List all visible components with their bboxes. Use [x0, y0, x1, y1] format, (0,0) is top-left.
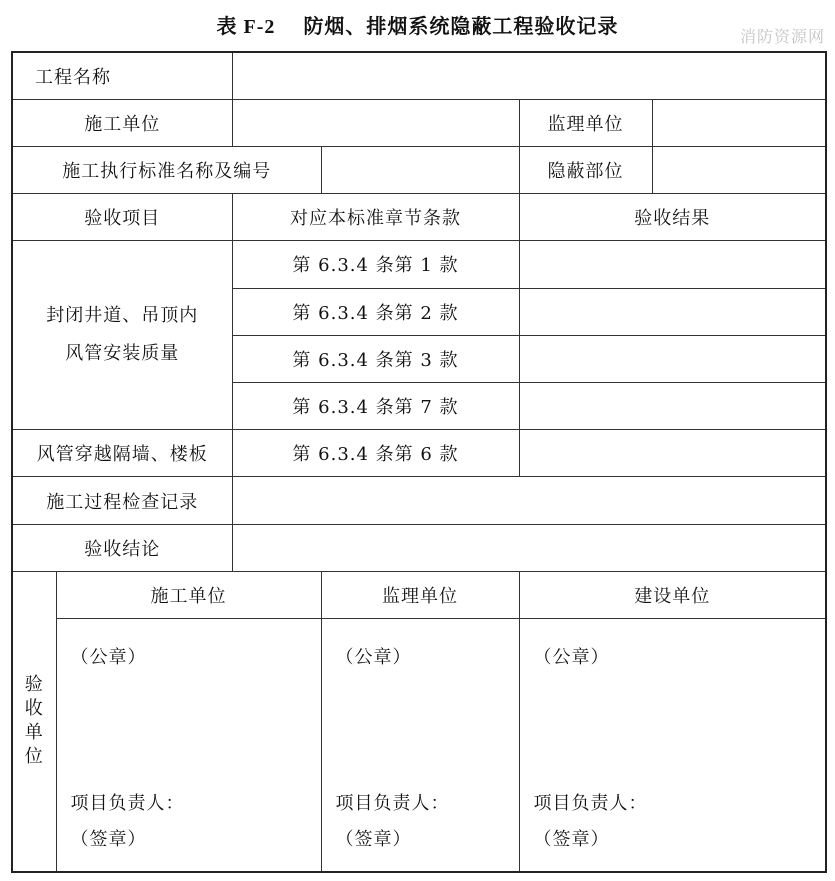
person-in-charge-label: 项目负责人： [70, 793, 185, 815]
table-row [12, 241, 826, 288]
acceptance-units-vertical-label [12, 571, 56, 872]
row-standard [12, 146, 826, 193]
signature-label: （签章） [533, 829, 610, 851]
signature-block-supervision[interactable] [321, 619, 519, 872]
unit-header-supervision: 监理单位 [321, 571, 519, 618]
row-construction-unit [12, 99, 826, 146]
clause-cell: 第 6.3.4 条第 6 款 [232, 430, 519, 477]
col-header-item: 验收项目 [12, 194, 232, 241]
conclusion-label: 验收结论 [12, 524, 232, 571]
result-field[interactable] [519, 430, 826, 477]
seal-label: （公章） [533, 647, 610, 669]
project-name-label [12, 52, 232, 99]
clause-cell: 第 6.3.4 条第 1 款 [232, 241, 519, 288]
result-field[interactable] [519, 383, 826, 430]
construction-unit-label-text: 施工单位 [84, 113, 161, 135]
signature-label: （签章） [335, 829, 412, 851]
supervision-unit-label [519, 99, 652, 146]
row-project-name [12, 52, 826, 99]
construction-unit-label [12, 99, 232, 146]
project-name-field[interactable] [232, 52, 826, 99]
seal-label: （公章） [335, 647, 412, 669]
standard-field[interactable] [321, 146, 519, 193]
row-column-headers [12, 194, 826, 241]
standard-label-text: 施工执行标准名称及编号 [62, 161, 272, 183]
unit-header-construction: 施工单位 [56, 571, 321, 618]
inspection-record-field[interactable] [232, 477, 826, 524]
acceptance-record-table [11, 51, 827, 873]
signature-block-owner[interactable] [519, 619, 826, 872]
seal-label: （公章） [70, 647, 147, 669]
clause-cell: 第 6.3.4 条第 2 款 [232, 288, 519, 335]
document-title [0, 10, 835, 39]
unit-header-owner: 建设单位 [519, 571, 826, 618]
result-field[interactable] [519, 241, 826, 288]
result-field[interactable] [519, 335, 826, 382]
supervision-unit-field[interactable] [652, 99, 826, 146]
vertical-char: 位 [24, 746, 44, 768]
concealed-part-label [519, 146, 652, 193]
conclusion-field[interactable] [232, 524, 826, 571]
row-inspection-record [12, 477, 826, 524]
person-in-charge-label: 项目负责人： [335, 793, 450, 815]
row-conclusion [12, 524, 826, 571]
table-code: 表 F-2 [216, 16, 276, 38]
inspection-record-label-text: 施工过程检查记录 [46, 491, 199, 513]
vertical-char: 单 [24, 722, 44, 744]
signature-block-construction[interactable] [56, 619, 321, 872]
group2-label: 风管穿越隔墙、楼板 [12, 430, 232, 477]
clause-cell: 第 6.3.4 条第 3 款 [232, 335, 519, 382]
result-field[interactable] [519, 288, 826, 335]
title-text: 防烟、排烟系统隐蔽工程验收记录 [303, 14, 619, 38]
signature-label: （签章） [70, 829, 147, 851]
inspection-record-label [12, 477, 232, 524]
concealed-part-label-text: 隐蔽部位 [547, 161, 624, 183]
group1-label [12, 241, 232, 430]
vertical-char: 收 [24, 698, 44, 720]
row-acceptance-units [12, 571, 826, 618]
watermark: 消防资源网 [739, 27, 825, 46]
person-in-charge-label: 项目负责人： [533, 793, 648, 815]
group1-label-line1: 封闭井道、吊顶内 [46, 305, 199, 327]
col-header-result: 验收结果 [519, 194, 826, 241]
group1-label-line2: 风管安装质量 [65, 343, 180, 365]
standard-label [12, 146, 321, 193]
vertical-char: 验 [24, 674, 44, 696]
table-row [12, 430, 826, 477]
supervision-unit-label-text: 监理单位 [547, 113, 624, 135]
concealed-part-field[interactable] [652, 146, 826, 193]
col-header-clause: 对应本标准章节条款 [232, 194, 519, 241]
construction-unit-field[interactable] [232, 99, 519, 146]
project-name-label-text: 工程名称 [35, 66, 111, 88]
row-signatures [12, 619, 826, 872]
clause-cell: 第 6.3.4 条第 7 款 [232, 383, 519, 430]
